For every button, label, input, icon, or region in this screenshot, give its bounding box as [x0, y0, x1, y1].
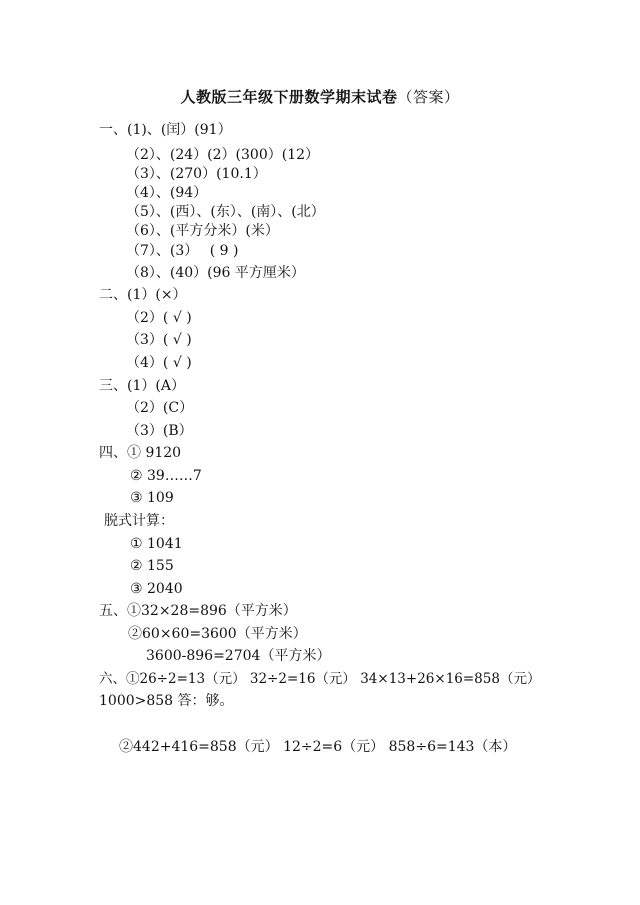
section-3-q3: （3）(B）	[126, 423, 193, 439]
calc-answer-1: ① 1041	[130, 536, 183, 552]
section-4-q1: 四、① 9120	[99, 445, 182, 461]
section-2-q2: （2）( √ )	[126, 310, 192, 326]
section-6-q1: 六、①26÷2=13（元） 32÷2=16（元） 34×13+26×16=858（元）	[99, 671, 541, 687]
section-1-q1: 一、(1)、(闰）(91）	[99, 122, 232, 138]
section-5-q2-step: 3600-896=2704（平方米）	[146, 648, 331, 664]
section-1-q2: （2）、(24）(2）(300）(12）	[126, 147, 320, 163]
section-1-q5: （5）、(西）、(东）、(南）、(北）	[126, 204, 325, 220]
section-3-q2: （2）(C）	[126, 400, 194, 416]
section-1-q6: （6）、(平方分米）(米）	[126, 223, 279, 239]
title-suffix: （答案）	[397, 88, 460, 106]
section-4-q3: ③ 109	[130, 490, 174, 506]
section-5-q2: ②60×60=3600（平方米）	[128, 626, 307, 642]
section-6-q1-conclusion: 1000>858 答：够。	[99, 693, 234, 709]
section-1-q7: （7）、(3） ( 9 )	[126, 243, 239, 259]
title-main: 人教版三年级下册数学期末试卷	[180, 88, 398, 106]
calc-answer-2: ② 155	[130, 558, 174, 574]
section-6-q2: ②442+416=858（元） 12÷2=6（元） 858÷6=143（本）	[119, 739, 517, 755]
section-1-q8: （8）、(40）(96 平方厘米）	[126, 265, 305, 281]
page-title	[0, 86, 640, 107]
section-4-q2: ② 39……7	[130, 468, 202, 484]
section-3-q1: 三、(1）(A）	[99, 378, 185, 394]
section-1-q3: （3）、(270）(10.1）	[126, 166, 267, 182]
section-2-q4: （4）( √ )	[126, 355, 192, 371]
section-5-q1: 五、①32×28=896（平方米）	[99, 603, 297, 619]
calc-heading: 脱式计算：	[104, 513, 174, 529]
section-1-q4: （4）、(94）	[126, 185, 208, 201]
section-2-q1: 二、(1）(×）	[99, 287, 187, 303]
calc-answer-3: ③ 2040	[130, 581, 183, 597]
section-2-q3: （3）( √ )	[126, 332, 192, 348]
